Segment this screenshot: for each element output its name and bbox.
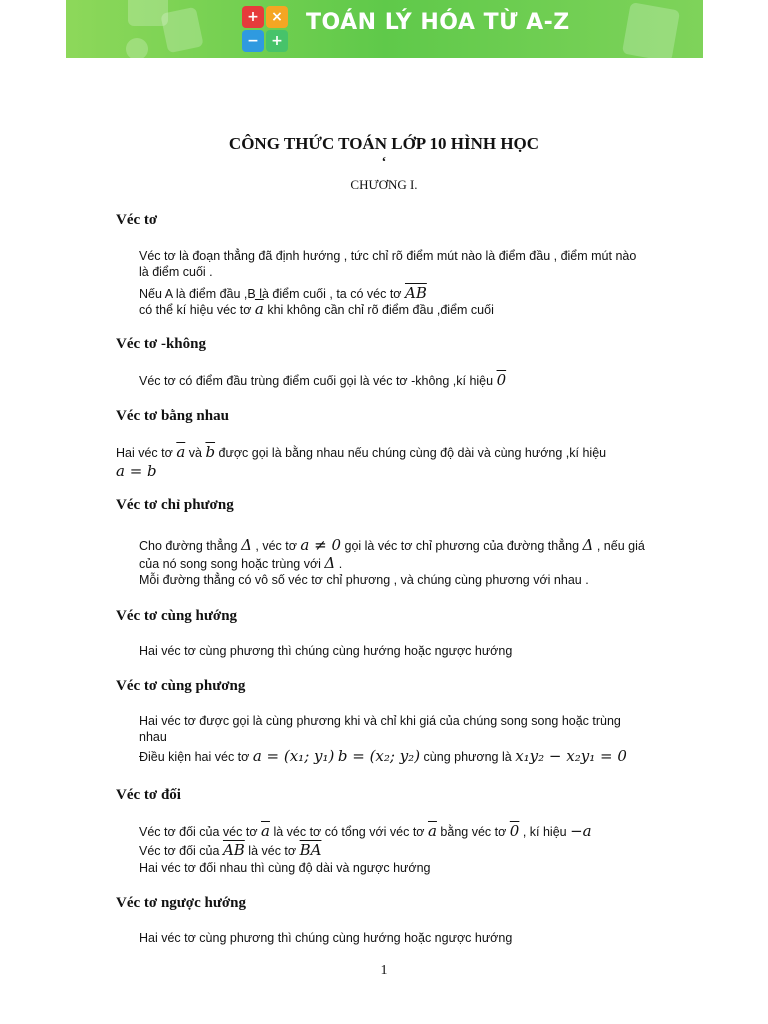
- paragraph-line: Hai véc tơ cùng phương thì chúng cùng hướng hoặc ngược hướng: [139, 931, 513, 945]
- section-heading: Véc tơ cùng hướng: [116, 608, 238, 624]
- header-banner: [66, 0, 703, 58]
- chapter-label: CHƯƠNG I.: [350, 177, 418, 192]
- section-heading: Véc tơ: [116, 212, 158, 228]
- protractor-icon: [126, 38, 148, 58]
- paragraph-line: Véc tơ là đoạn thẳng đã định hướng , tức chỉ rõ điểm mút nào là điểm đầu , điểm mút nào: [139, 249, 637, 263]
- math-logo: [242, 6, 288, 52]
- section-heading: Véc tơ ngược hướng: [116, 895, 246, 911]
- vector-ab: $\overline{AB}$: [404, 284, 427, 302]
- equal-vectors-formula: a = b: [116, 462, 157, 480]
- section-heading: Véc tơ bằng nhau: [116, 408, 229, 424]
- paragraph-line: có thể kí hiệu véc tơ $\overline{a}$ khi không cần chỉ rõ điểm đầu ,điểm cuối: [139, 300, 494, 318]
- paragraph-line: Hai véc tơ được gọi là cùng phương khi và chỉ khi giá của chúng song song hoặc trùng: [139, 714, 621, 728]
- calculator-icon: [622, 2, 680, 58]
- times-icon: ×: [266, 6, 288, 28]
- title-mark: ‘: [381, 155, 387, 170]
- section-heading: Véc tơ đối: [116, 787, 181, 803]
- formula-line: [116, 463, 157, 480]
- minus-icon: −: [242, 30, 264, 52]
- paragraph-line: Véc tơ có điểm đầu trùng điểm cuối gọi là véc tơ -không ,kí hiệu 0: [139, 371, 507, 389]
- paragraph-line: Hai véc tơ $\overline{a}$ và $\overline{b}$ được gọi là bằng nhau nếu chúng cùng độ dài và cùng hướng ,kí hiệu: [116, 443, 607, 461]
- paragraph-line: Điều kiện hai véc tơ a = (x₁; y₁) b = (x₂; y₂) cùng phương là x₁y₂ − x₂y₁ = 0: [139, 747, 627, 765]
- plus-icon: +: [242, 6, 264, 28]
- section-heading: Véc tơ cùng phương: [116, 678, 246, 694]
- section-heading: Véc tơ chỉ phương: [116, 497, 234, 513]
- paragraph-line: là điểm cuối .: [139, 265, 213, 279]
- paragraph-line: Cho đường thẳng Δ , véc tơ a ≠ 0 gọi là véc tơ chỉ phương của đường thẳng Δ , nếu giá: [139, 536, 645, 554]
- paragraph-line: Mỗi đường thẳng có vô số véc tơ chỉ phương , và chúng cùng phương với nhau .: [139, 573, 589, 587]
- page-title: CÔNG THỨC TOÁN LỚP 10 HÌNH HỌC: [228, 134, 540, 153]
- banner-title: TOÁN LÝ HÓA TỪ A-Z: [306, 10, 570, 35]
- paragraph-line: nhau: [139, 730, 167, 744]
- paragraph-line: Hai véc tơ cùng phương thì chúng cùng hướng hoặc ngược hướng: [139, 644, 513, 658]
- vector-a: $\overline{a}$: [254, 300, 264, 318]
- page-number: 1: [380, 963, 388, 978]
- paragraph-line: Véc tơ đối của véc tơ $\overline{a}$ là véc tơ có tổng với véc tơ $\overline{a}$ bằng véc tơ 0 , kí hiệu −a: [139, 822, 592, 840]
- paragraph-line: Véc tơ đối của $\overline{AB}$ là véc tơ $\overline{BA}$: [139, 841, 322, 859]
- paragraph-line: Hai véc tơ đối nhau thì cùng độ dài và ngược hướng: [139, 861, 431, 875]
- paragraph-line: của nó song song hoặc trùng với Δ .: [139, 554, 343, 572]
- section-heading: Véc tơ -không: [116, 336, 206, 352]
- zero-vector: 0: [496, 371, 507, 389]
- plus-icon: +: [266, 30, 288, 52]
- calculator-icon: [160, 7, 204, 54]
- paragraph-line: Nếu A là điểm đầu ,B là điểm cuối , ta có véc tơ $\overline{AB}$: [139, 284, 427, 302]
